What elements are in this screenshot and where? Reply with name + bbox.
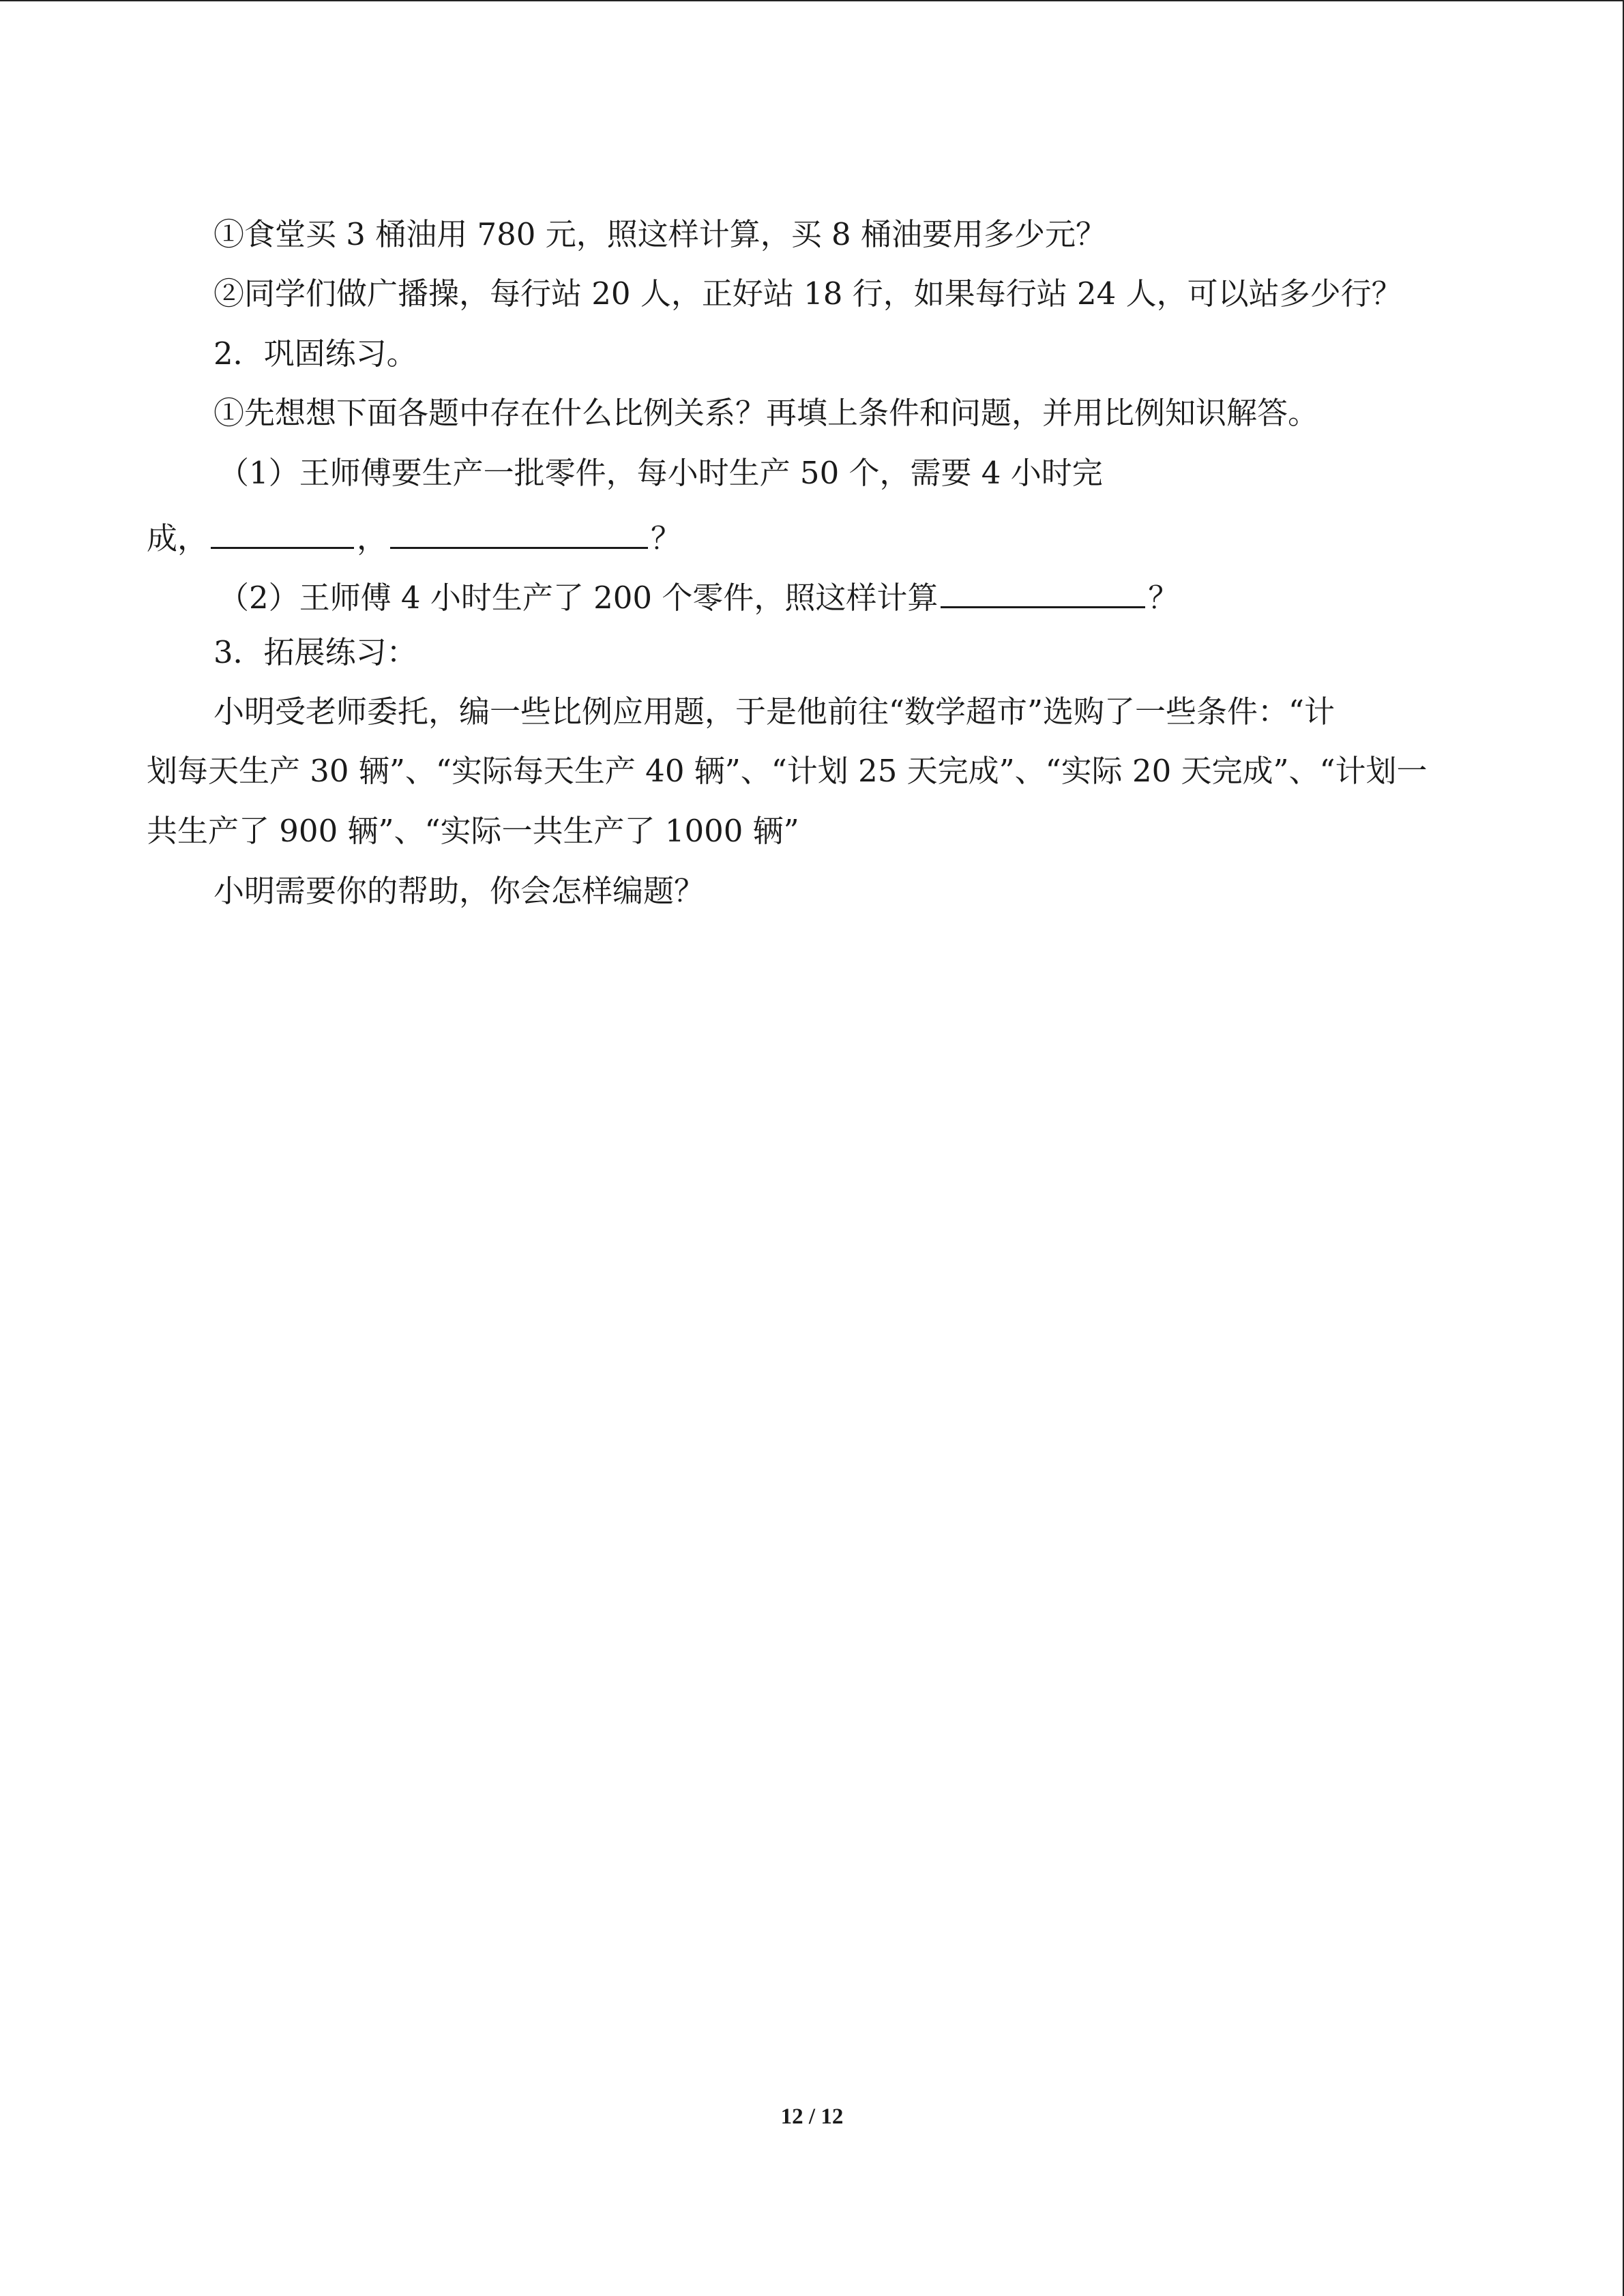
item-1-line-2-end: ？	[651, 520, 682, 556]
question-1: ①食堂买 3 桶油用 780 元，照这样计算，买 8 桶油要用多少元？	[213, 216, 1106, 252]
question-2: ②同学们做广播操，每行站 20 人，正好站 18 行，如果每行站 24 人，可以站多少行？	[213, 275, 1402, 312]
blank-question[interactable]	[390, 513, 648, 549]
item-2-end: ？	[1148, 580, 1179, 616]
section-3-heading: 3．拓展练习：	[213, 634, 417, 670]
item-1-line-2	[147, 513, 681, 559]
blank-condition[interactable]	[211, 513, 354, 549]
item-1-line-2-start: 成，	[147, 520, 209, 556]
item-2-line	[218, 572, 1179, 618]
paragraph-line-2: 划每天生产 30 辆”、“实际每天生产 40 辆”、“计划 25 天完成”、“实际 20 天完成”、“计划一	[147, 753, 1428, 789]
paragraph-line-3: 共生产了 900 辆”、“实际一共生产了 1000 辆”	[147, 813, 799, 849]
section-2-heading: 2．巩固练习。	[213, 336, 417, 372]
paragraph-line-1: 小明受老师委托，编一些比例应用题，于是他前往“数学超市”选购了一些条件：“计	[213, 694, 1335, 730]
blank-item-2-question[interactable]	[941, 572, 1145, 608]
practice-intro: ①先想想下面各题中存在什么比例关系？再填上条件和问题，并用比例知识解答。	[213, 395, 1319, 431]
item-1-line-2-comma: ，	[357, 520, 388, 556]
closing-question: 小明需要你的帮助，你会怎样编题？	[213, 873, 705, 909]
item-1-line-1: （1）王师傅要生产一批零件，每小时生产 50 个，需要 4 小时完	[218, 455, 1103, 491]
item-2-start: （2）王师傅 4 小时生产了 200 个零件，照这样计算	[218, 580, 939, 616]
page-number: 12 / 12	[780, 2104, 844, 2129]
